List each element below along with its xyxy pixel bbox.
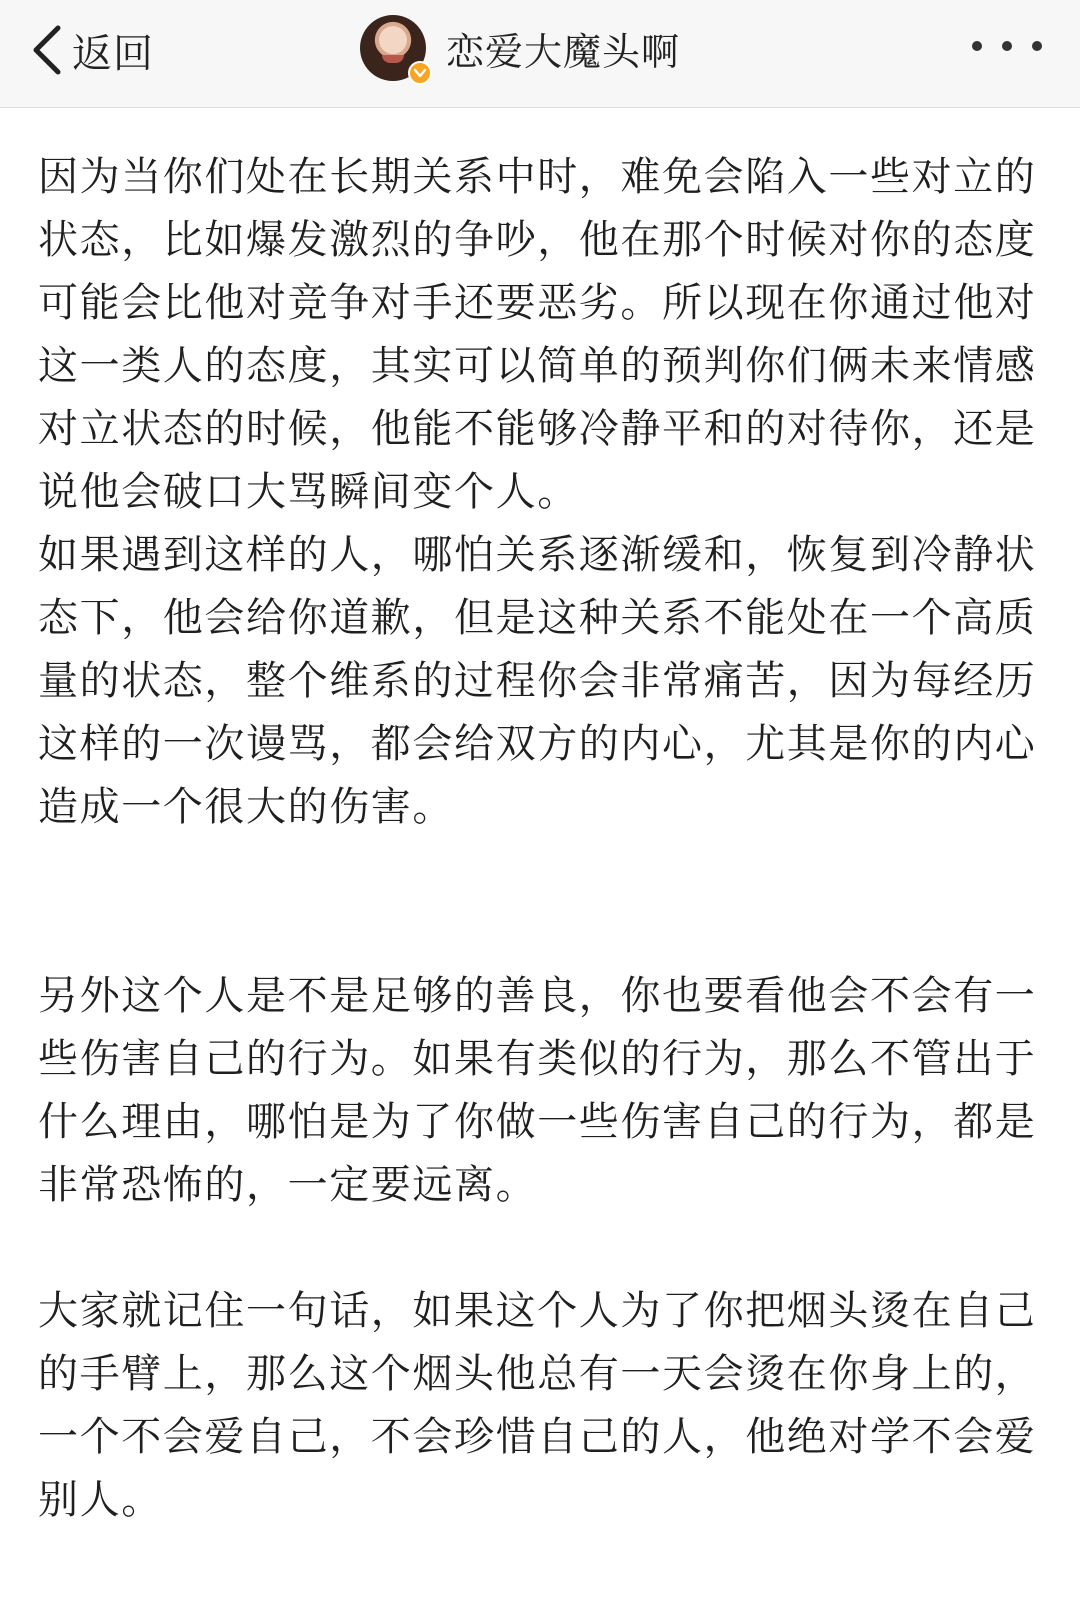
- chevron-left-icon: [30, 24, 64, 76]
- paragraph-spacer: [38, 839, 1042, 965]
- author-profile[interactable]: [360, 13, 680, 83]
- avatar[interactable]: [360, 15, 426, 81]
- more-dots-icon: [1032, 41, 1042, 51]
- verified-badge-icon: [408, 61, 432, 85]
- article-paragraph: 因为当你们处在长期关系中时，难免会陷入一些对立的状态，比如爆发激烈的争吵，他在那个时候对你的态度可能会比他对竞争对手还要恶劣。所以现在你通过他对这一类人的态度，其实可以简单的预判你们俩未来情感对立状态的时候，他能不能够冷静平和的对待你，还是说他会破口大骂瞬间变个人。: [38, 154, 1037, 515]
- author-name[interactable]: 恋爱大魔头啊: [446, 29, 681, 74]
- article-paragraph: 如果遇到这样的人，哪怕关系逐渐缓和，恢复到冷静状态下，他会给你道歉，但是这种关系不能处在一个高质量的状态，整个维系的过程你会非常痛苦，因为每经历这样的一次谩骂，都会给双方的内心，尤其是你的内心造成一个很大的伤害。: [38, 532, 1037, 830]
- back-label: 返回: [72, 30, 154, 77]
- top-nav-bar: [0, 0, 1080, 108]
- back-button[interactable]: [30, 20, 154, 80]
- article-paragraph: 大家就记住一句话，如果这个人为了你把烟头烫在自己的手臂上，那么这个烟头他总有一天会烫在你身上的，一个不会爱自己，不会珍惜自己的人，他绝对学不会爱别人。: [38, 1288, 1037, 1523]
- article-paragraph: 另外这个人是不是足够的善良，你也要看他会不会有一些伤害自己的行为。如果有类似的行为，那么不管出于什么理由，哪怕是为了你做一些伤害自己的行为，都是非常恐怖的，一定要远离。: [38, 973, 1037, 1208]
- avatar-detail: [382, 55, 404, 63]
- more-dots-icon: [972, 41, 982, 51]
- more-dots-icon: [1002, 41, 1012, 51]
- more-options-button[interactable]: [972, 34, 1042, 58]
- article-body: [38, 146, 1042, 1532]
- paragraph-spacer: [38, 1217, 1042, 1280]
